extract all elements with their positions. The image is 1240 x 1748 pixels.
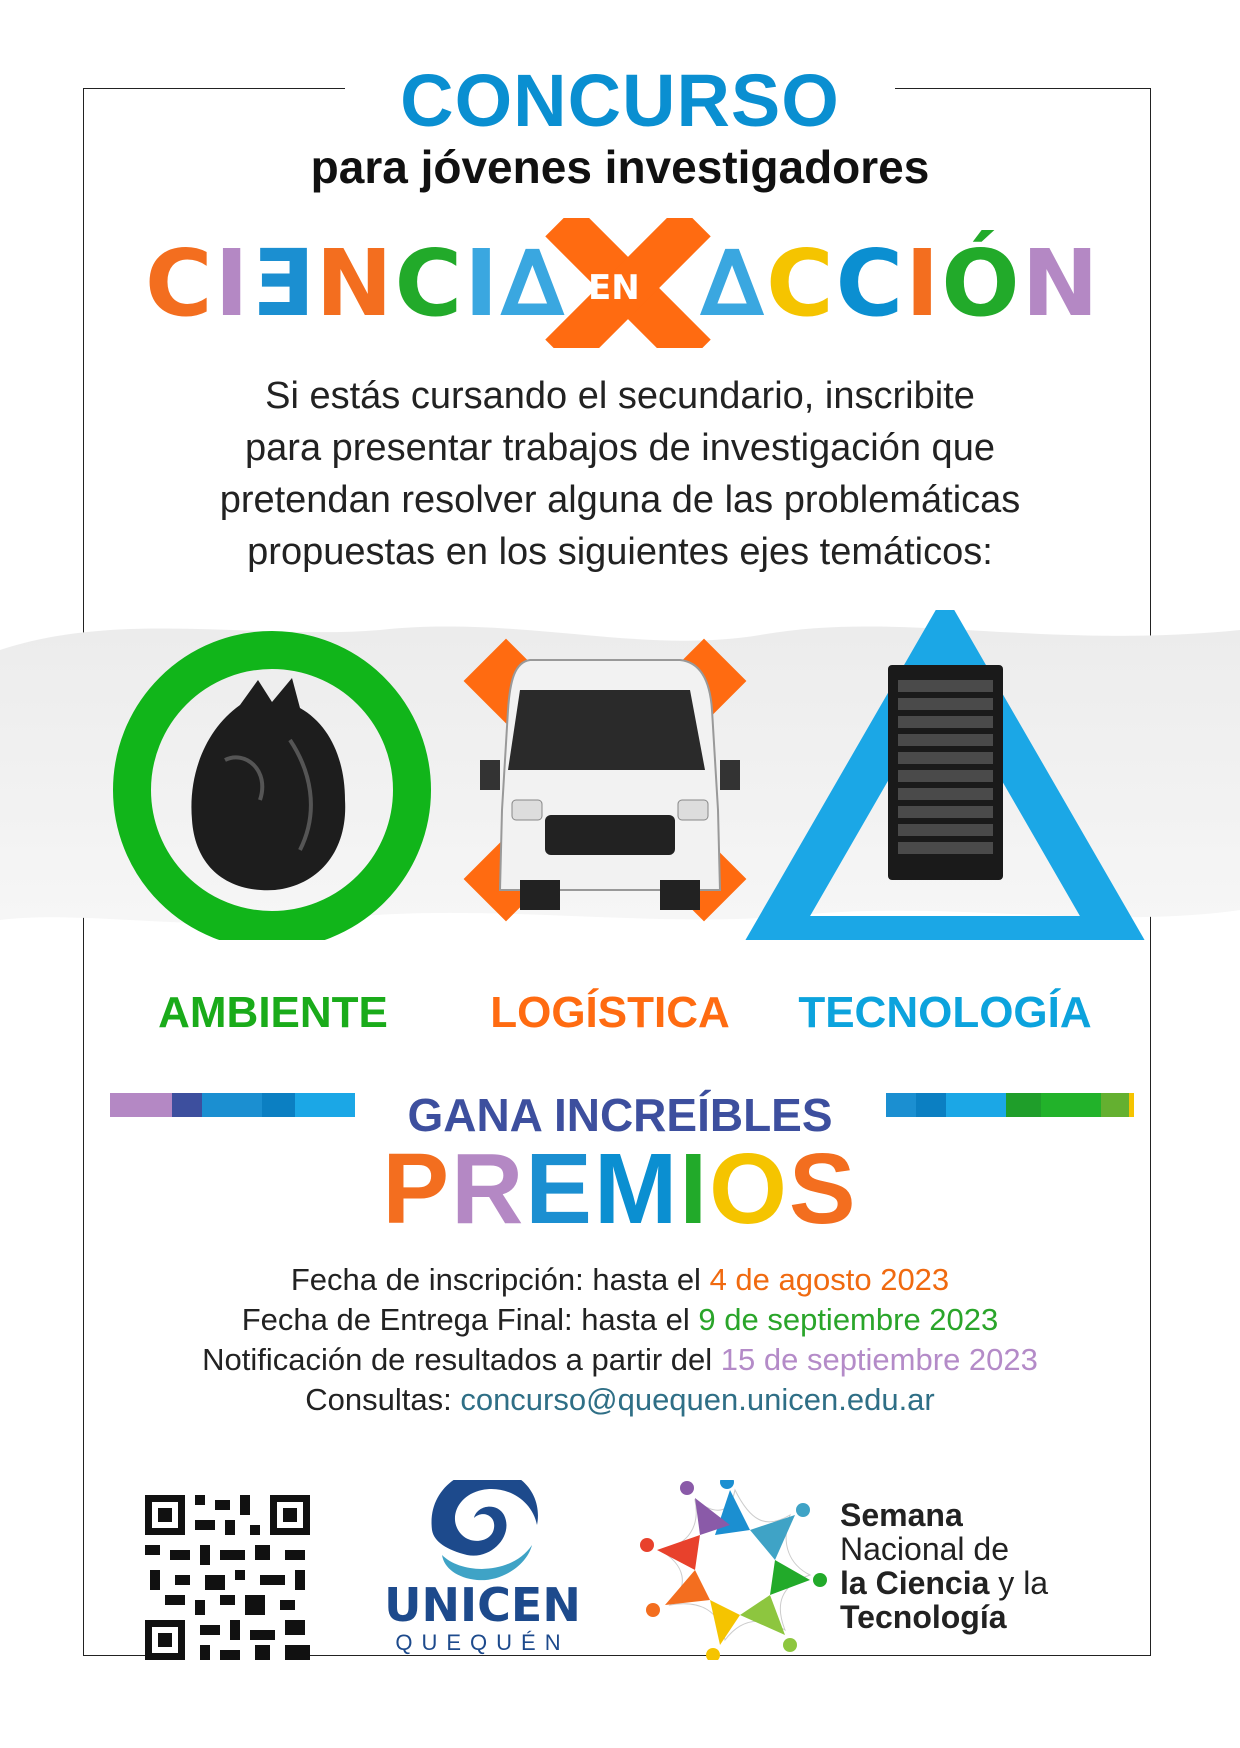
unicen-wordmark: UNICEN [384, 1578, 581, 1632]
premios-letter: E [525, 1133, 594, 1245]
premios-letter: S [788, 1133, 858, 1245]
date-entrega: Fecha de Entrega Final: hasta el 9 de septiembre 2023 [241, 1302, 999, 1337]
date-inscripcion: Fecha de inscripción: hasta el 4 de agosto 2023 [290, 1262, 950, 1297]
premios-letter: P [382, 1133, 452, 1245]
prizes-word [0, 1132, 1240, 1247]
logo-accion-letter: ∆ [700, 230, 767, 337]
logo-ciencia-letter: ∆ [500, 230, 567, 337]
prizes-heading: GANA INCREÍBLES [407, 1089, 833, 1141]
semana-ciencia-wordmark: Semana Nacional de la Ciencia y la Tecnología [840, 1497, 1049, 1635]
logo-connector-en: EN [588, 268, 640, 308]
van-icon [464, 639, 747, 922]
page-title: CONCURSO [400, 59, 840, 142]
intro-text [0, 370, 1240, 578]
logo-accion-letter: N [1021, 230, 1101, 337]
logo-ciencia-letter: C [145, 230, 215, 337]
logo-accion-letter: C [766, 230, 836, 337]
logo-word-ciencia [145, 230, 567, 337]
logo-accion-letter: Ó [941, 230, 1022, 337]
consultas: Consultas: concurso@quequen.unicen.edu.ar [305, 1382, 935, 1417]
logo-ciencia-letter: I [464, 230, 501, 337]
axis-label-tecnologia: TECNOLOGÍA [798, 988, 1092, 1037]
date-entrega-value: 9 de septiembre 2023 [698, 1302, 999, 1337]
page-subtitle: para jóvenes investigadores [310, 141, 930, 193]
qr-code-icon[interactable] [145, 1495, 310, 1660]
quequen-wordmark: QUEQUÉN [395, 1630, 570, 1655]
premios-letter: I [679, 1133, 710, 1245]
logo-word-accion [700, 230, 1101, 337]
logo-ciencia-letter: Ǝ [250, 230, 316, 337]
intro-line: pretendan resolver alguna de las problemáticas [219, 479, 1021, 521]
footer-logos [0, 1480, 1240, 1660]
date-inscripcion-value: 4 de agosto 2023 [709, 1262, 950, 1297]
logo-ciencia-letter: C [394, 230, 465, 337]
date-resultados-value: 15 de septiembre 2023 [720, 1342, 1038, 1377]
logo-accion-letter: I [905, 230, 942, 337]
logo-ciencia-letter: N [315, 230, 395, 337]
semana-ciencia-star-icon [640, 1480, 827, 1660]
premios-letter: O [709, 1133, 789, 1245]
premios-letter: M [594, 1133, 680, 1245]
dates-block [0, 1260, 1240, 1420]
thematic-axes-illustration [0, 610, 1240, 940]
premios-letter: R [451, 1133, 526, 1245]
date-resultados: Notificación de resultados a partir del 15 de septiembre 2023 [202, 1342, 1038, 1377]
consultas-email-link[interactable]: concurso@quequen.unicen.edu.ar [460, 1382, 935, 1417]
axis-label-logistica: LOGÍSTICA [490, 988, 730, 1037]
axis-label-ambiente: AMBIENTE [158, 988, 388, 1037]
logo-ciencia-letter: I [214, 230, 251, 337]
intro-line: para presentar trabajos de investigación que [245, 427, 995, 469]
intro-line: propuestas en los siguientes ejes temáticos: [247, 531, 993, 573]
unicen-logo-icon [432, 1480, 538, 1580]
intro-line: Si estás cursando el secundario, inscribite [265, 375, 975, 417]
logo-accion-letter: C [835, 230, 906, 337]
